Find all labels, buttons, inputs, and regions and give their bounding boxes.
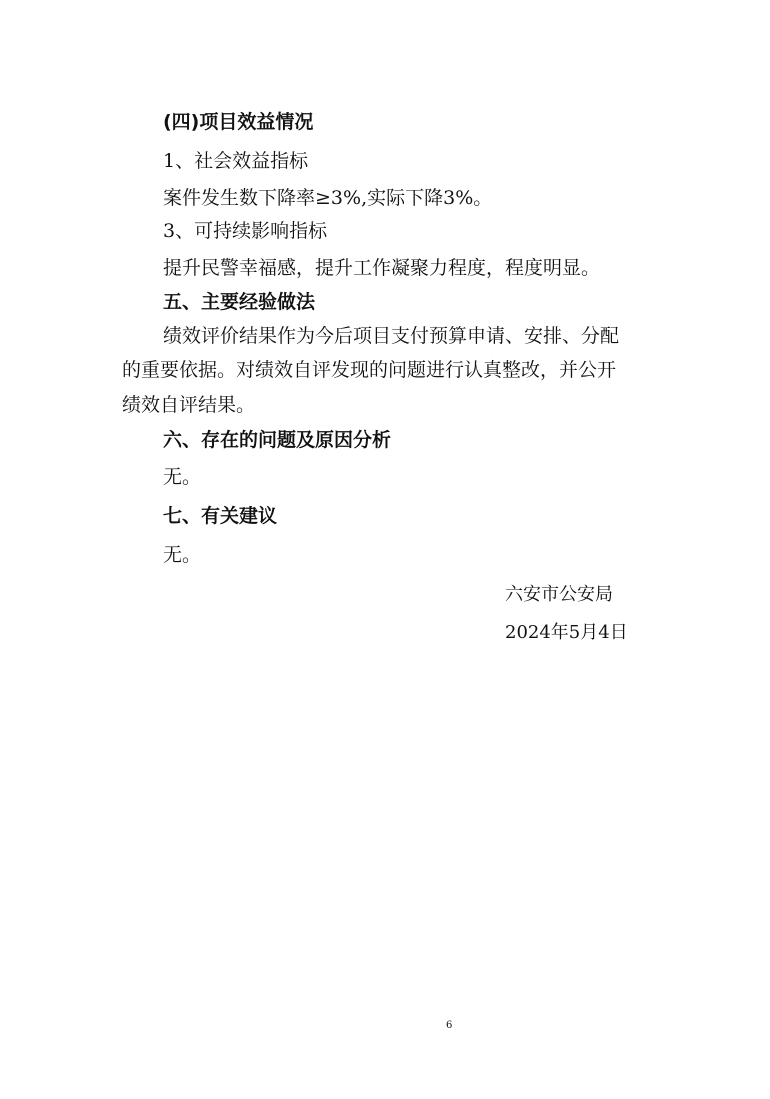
page-number: 6 [446,1020,453,1031]
section-5-paragraph-line-2: 的重要依据。对绩效自评发现的问题进行认真整改，并公开 [122,359,617,381]
signature-organization: 六安市公安局 [505,584,613,605]
section-6-text: 无。 [163,466,202,488]
item-3-title: 3、可持续影响指标 [163,220,328,242]
item-1-title: 1、社会效益指标 [163,150,309,172]
section-7-text: 无。 [163,544,202,566]
section-6-heading: 六、存在的问题及原因分析 [163,429,392,451]
section-5-paragraph-line-1: 绩效评价结果作为今后项目支付预算申请、安排、分配 [163,325,620,347]
section-4-heading: (四)项目效益情况 [163,111,314,133]
section-7-heading: 七、有关建议 [163,505,278,527]
item-3-text: 提升民警幸福感，提升工作凝聚力程度，程度明显。 [163,257,601,279]
section-5-paragraph-line-3: 绩效自评结果。 [122,394,256,416]
item-1-text: 案件发生数下降率≥3%,实际下降3%。 [163,187,493,209]
section-5-heading: 五、主要经验做法 [163,291,316,313]
signature-date: 2024年5月4日 [505,622,628,643]
